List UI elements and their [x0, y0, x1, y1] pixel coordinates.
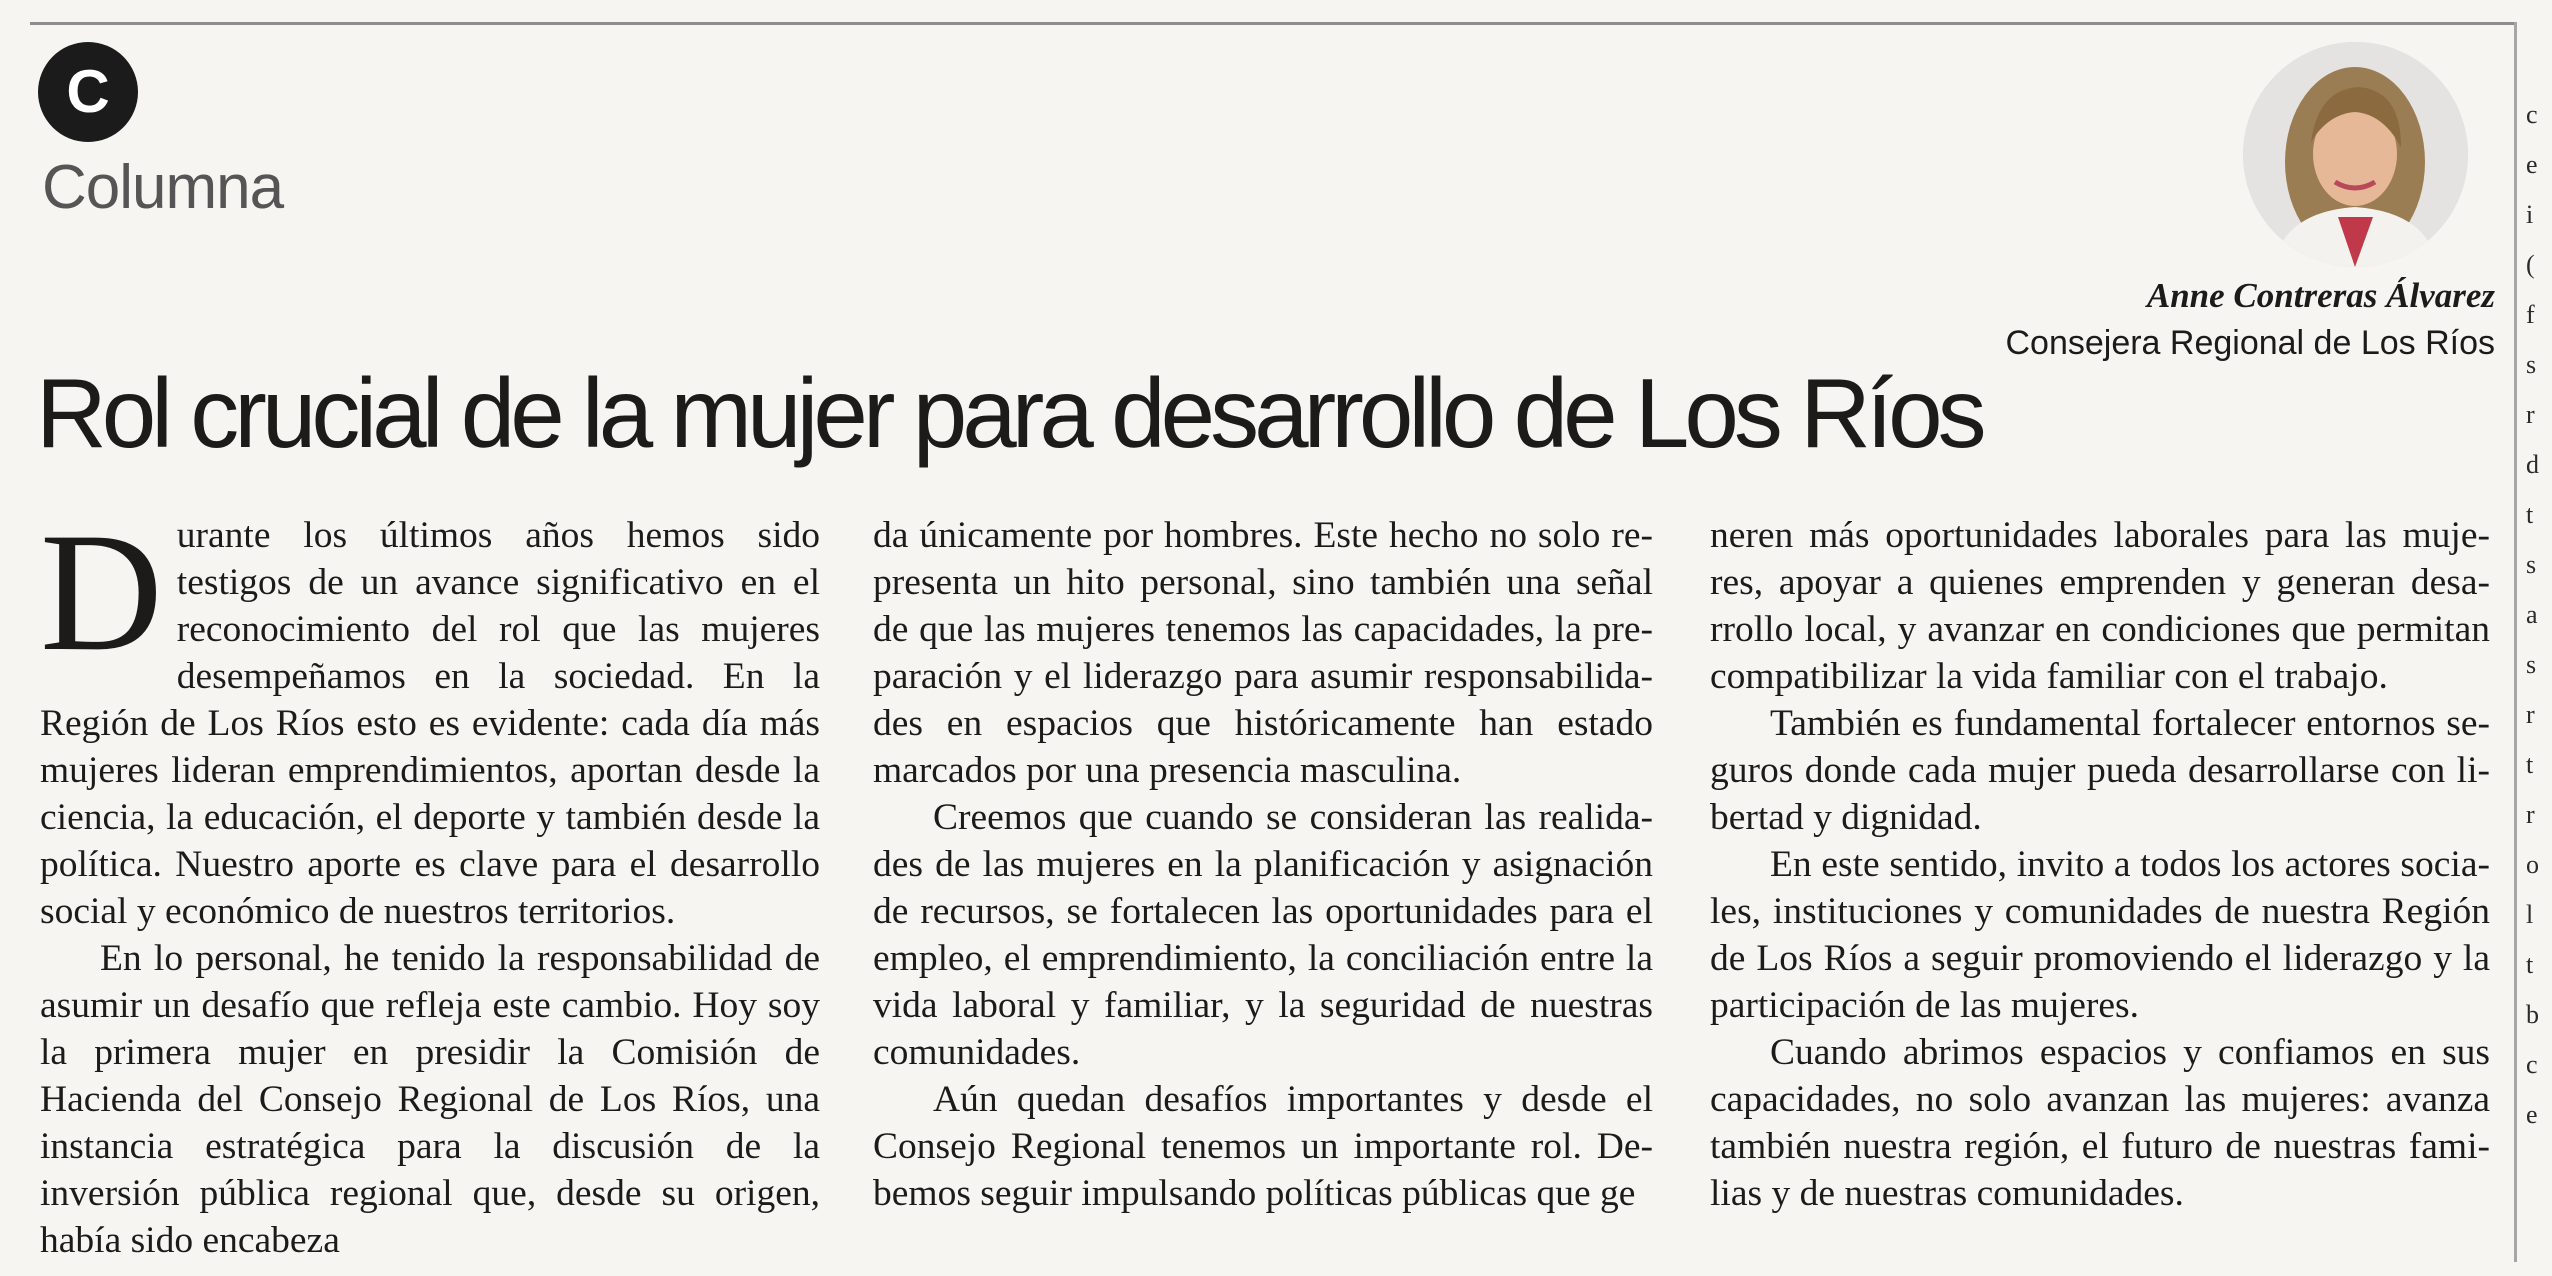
edge-glyph: o	[2526, 850, 2539, 879]
edge-glyph: s	[2526, 550, 2537, 579]
article-column-3	[1710, 512, 2490, 1217]
section-badge	[38, 42, 138, 142]
edge-glyph: d	[2526, 450, 2539, 479]
edge-glyph: r	[2526, 800, 2535, 829]
edge-glyph: e	[2526, 150, 2538, 179]
top-rule	[30, 22, 2515, 25]
edge-glyph: c	[2526, 1050, 2538, 1079]
article-column-1	[40, 498, 820, 1264]
article-column-2	[873, 512, 1653, 1217]
edge-glyph: t	[2526, 950, 2534, 979]
edge-glyph: s	[2526, 350, 2537, 379]
edge-glyph: l	[2526, 900, 2534, 929]
author-photo	[2243, 42, 2468, 267]
author-role: Consejera Regional de Los Ríos	[2005, 324, 2495, 362]
edge-glyph: a	[2526, 600, 2538, 629]
article-paragraph: Creemos que cuando se consideran las realidades de las mujeres en la planificación y asignación de recursos, se fortalecen las oportunidades para el empleo, el emprendimiento, la conciliación entre la vida laboral y familiar, y la seguridad de nuestras comunidades.	[873, 797, 1653, 1073]
edge-glyph: s	[2526, 650, 2537, 679]
edge-glyph: (	[2526, 250, 2535, 279]
edge-glyph: f	[2526, 300, 2535, 329]
edge-glyph: t	[2526, 750, 2534, 779]
article-paragraph: neren más oportunidades laborales para las mujeres, apoyar a quienes emprenden y generan desarrollo local, y avanzar en condiciones que permitan compatibilizar la vida familiar con el trabajo.	[1710, 515, 2490, 697]
article-paragraph	[40, 498, 820, 935]
section-badge-letter: C	[66, 58, 110, 125]
headline: Rol crucial de la mujer para desarrollo de Los Ríos	[36, 358, 1982, 468]
edge-glyph: r	[2526, 400, 2535, 429]
column-divider-rule	[2514, 22, 2517, 1262]
paragraph-text: urante los últimos años hemos sido testigos de un avance significativo en el reconocimiento del rol que las mujeres desempeñamos en la sociedad. En la Región de Los Ríos esto es evidente: cada día más mujeres lideran emprendimientos, aportan desde la ciencia, la educación, el deporte y también desde la política. Nuestro aporte es clave para el desarrollo social y económico de nuestros territorios.	[40, 515, 820, 932]
article-paragraph: También es fundamental fortalecer entornos seguros donde cada mujer pueda desarrollarse con libertad y dignidad.	[1710, 703, 2490, 838]
edge-glyph: t	[2526, 500, 2534, 529]
edge-glyph: r	[2526, 700, 2535, 729]
article-paragraph: En este sentido, invito a todos los actores sociales, instituciones y comunidades de nuestra Región de Los Ríos a seguir promoviendo el liderazgo y la participación de las mujeres.	[1710, 844, 2490, 1026]
article-paragraph: En lo personal, he tenido la responsabilidad de asumir un desafío que refleja este cambio. Hoy soy la primera mujer en presidir la Comisión de Hacienda del Consejo Regional de Los Ríos, una instancia estratégica para la discusión de la inversión pública regional que, desde su origen, había sido encabeza	[40, 938, 820, 1261]
edge-glyph: i	[2526, 200, 2534, 229]
article-paragraph: Cuando abrimos espacios y confiamos en sus capacidades, no solo avanzan las mujeres: avanza también nuestra región, el futuro de nuestras familias y de nuestras comunidades.	[1710, 1032, 2490, 1214]
author-portrait-illustration	[2243, 42, 2468, 267]
edge-glyph: b	[2526, 1000, 2539, 1029]
article-paragraph: Aún quedan desafíos importantes y desde el Consejo Regional tenemos un importante rol. Debemos seguir impulsando políticas públicas que ge	[873, 1079, 1653, 1214]
article-paragraph: da únicamente por hombres. Este hecho no solo representa un hito personal, sino también una señal de que las mujeres tenemos las capacidades, la preparación y el liderazgo para asumir responsabilidades en espacios que históricamente han estado marcados por una presencia masculina.	[873, 515, 1653, 791]
section-label: Columna	[42, 153, 284, 222]
edge-glyph: e	[2526, 1100, 2538, 1129]
author-name: Anne Contreras Álvarez	[2146, 276, 2495, 315]
edge-glyph: c	[2526, 100, 2538, 129]
adjacent-page-edge	[2524, 0, 2552, 1276]
drop-cap: D	[40, 498, 163, 686]
